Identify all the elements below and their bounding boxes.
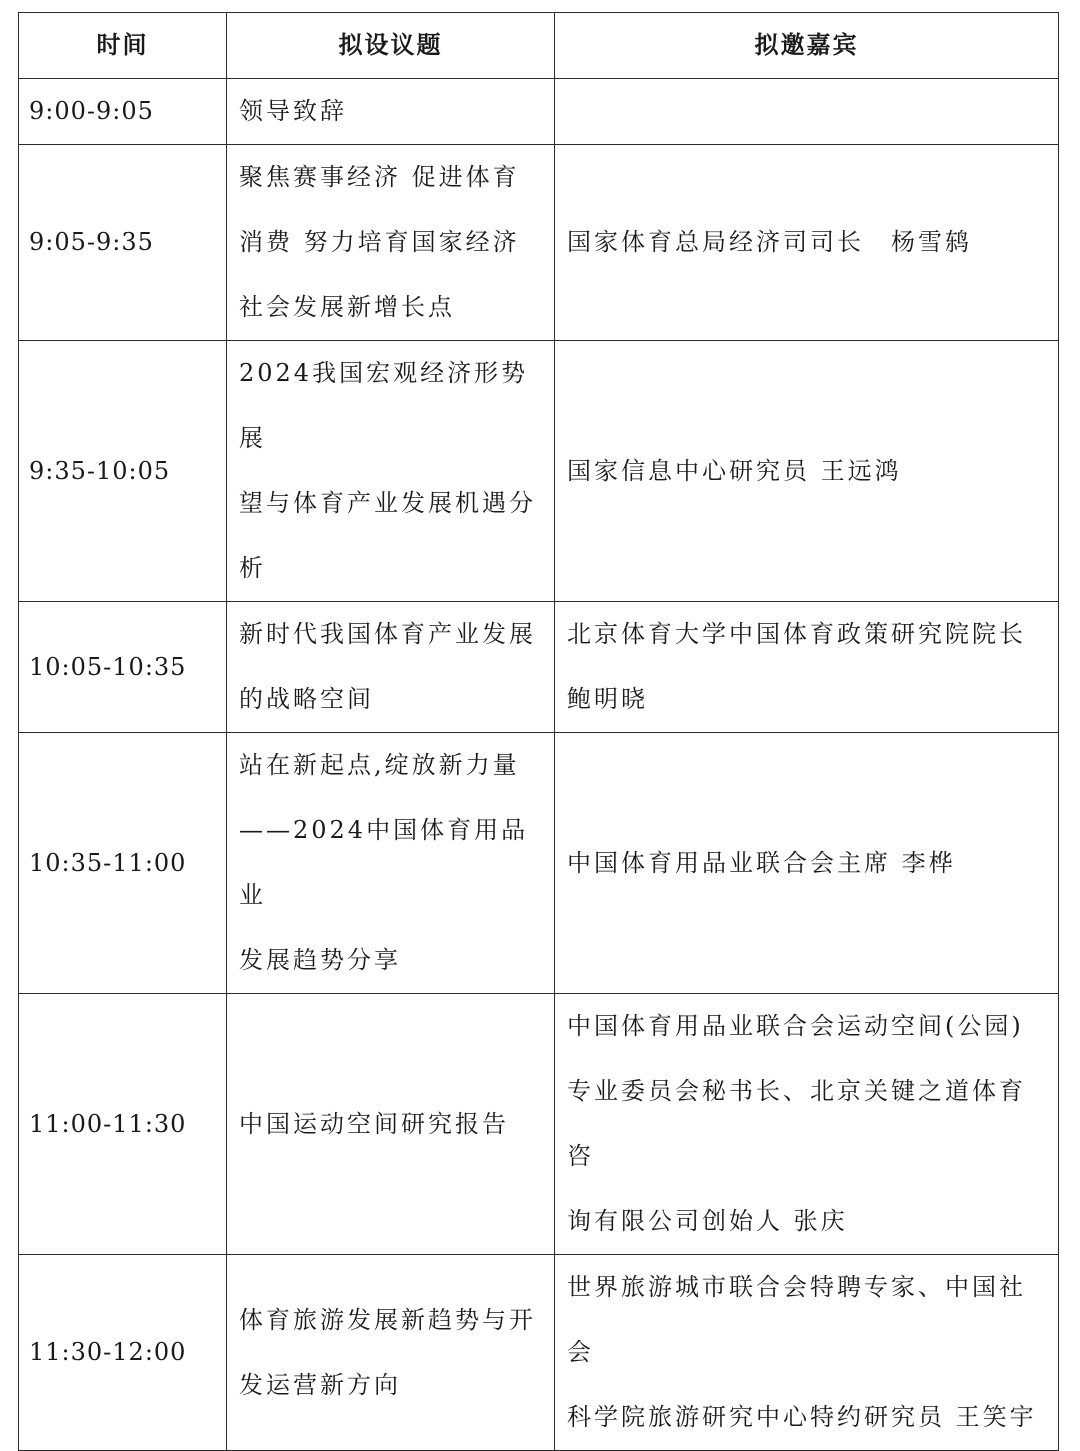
- guest-cell: [555, 341, 1059, 602]
- agenda-sheet: [18, 12, 1058, 1451]
- guest-line: 国家信息中心研究员 王远鸿: [567, 456, 902, 485]
- topic-line: 析: [239, 554, 266, 582]
- header-guest: 拟邀嘉宾: [555, 13, 1059, 79]
- guest-line: 世界旅游城市联合会特聘专家、中国社会: [567, 1273, 1026, 1366]
- topic-line: 新时代我国体育产业发展: [239, 620, 536, 648]
- topic-line: 站在新起点,绽放新力量: [239, 751, 520, 779]
- table-row: [19, 994, 1059, 1255]
- guest-line: 北京体育大学中国体育政策研究院院长: [567, 620, 1026, 648]
- guest-line: 鲍明晓: [567, 685, 648, 713]
- time-cell: 11:30-12:00: [19, 1255, 227, 1451]
- topic-line: 望与体育产业发展机遇分: [239, 489, 536, 517]
- header-topic: 拟设议题: [227, 13, 555, 79]
- table-row: [19, 341, 1059, 602]
- topic-line: 社会发展新增长点: [239, 293, 455, 321]
- topic-line: 领导致辞: [239, 97, 347, 125]
- table-row: [19, 602, 1059, 733]
- guest-cell: [555, 994, 1059, 1255]
- header-row: [19, 13, 1059, 79]
- topic-line: 2024我国宏观经济形势展: [239, 359, 529, 452]
- guest-cell: [555, 733, 1059, 994]
- time-cell: 9:05-9:35: [19, 145, 227, 341]
- guest-line: 专业委员会秘书长、北京关键之道体育咨: [567, 1077, 1026, 1170]
- topic-cell: [227, 341, 555, 602]
- time-cell: 10:35-11:00: [19, 733, 227, 994]
- header-time: 时间: [19, 13, 227, 79]
- topic-cell: [227, 1255, 555, 1451]
- topic-cell: [227, 994, 555, 1255]
- topic-line: 消费 努力培育国家经济: [239, 228, 520, 256]
- guest-cell: [555, 602, 1059, 733]
- guest-cell: [555, 1255, 1059, 1451]
- agenda-table: [18, 12, 1059, 1451]
- guest-line: 中国体育用品业联合会主席 李桦: [567, 848, 956, 877]
- topic-cell: [227, 602, 555, 733]
- topic-line: 聚焦赛事经济 促进体育: [239, 163, 520, 191]
- table-row: [19, 145, 1059, 341]
- time-cell: 9:35-10:05: [19, 341, 227, 602]
- time-cell: 10:05-10:35: [19, 602, 227, 733]
- guest-cell: [555, 79, 1059, 145]
- topic-line: 中国运动空间研究报告: [239, 1109, 509, 1138]
- topic-line: 发展趋势分享: [239, 946, 401, 974]
- topic-line: ——2024中国体育用品业: [239, 816, 529, 909]
- table-row: [19, 79, 1059, 145]
- topic-cell: [227, 145, 555, 341]
- time-cell: 11:00-11:30: [19, 994, 227, 1255]
- table-row: [19, 733, 1059, 994]
- guest-line: 询有限公司创始人 张庆: [567, 1207, 848, 1235]
- topic-cell: [227, 79, 555, 145]
- guest-cell: [555, 145, 1059, 341]
- guest-line: 科学院旅游研究中心特约研究员 王笑宇: [567, 1403, 1037, 1431]
- topic-line: 的战略空间: [239, 685, 374, 713]
- guest-line: 中国体育用品业联合会运动空间(公园): [567, 1012, 1024, 1040]
- guest-line: 国家体育总局经济司司长 杨雪鸫: [567, 228, 972, 256]
- table-row: [19, 1255, 1059, 1451]
- topic-line: 体育旅游发展新趋势与开: [239, 1305, 536, 1334]
- topic-cell: [227, 733, 555, 994]
- topic-line: 发运营新方向: [239, 1370, 401, 1399]
- time-cell: 9:00-9:05: [19, 79, 227, 145]
